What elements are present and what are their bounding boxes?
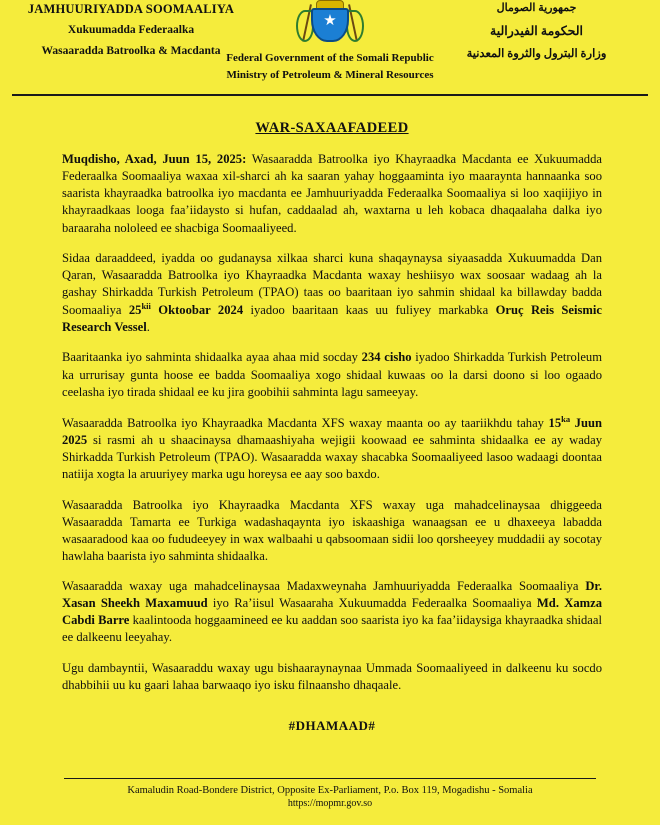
- footer-url[interactable]: https://mopmr.gov.so: [287, 798, 373, 809]
- footer: [0, 778, 660, 809]
- paragraph-3-text-a: Baaritaanka iyo sahminta shidaalka ayaa ahaa mid socday: [62, 350, 362, 365]
- paragraph-2-date: $25^{kii}$ Oktoobar 2024: [128, 301, 244, 318]
- country-name-ar: جمهورية الصومال: [496, 2, 577, 14]
- paragraph-3-duration: 234 cisho: [361, 350, 412, 365]
- ministry-name-so: Wasaaradda Batroolka & Macdanta: [41, 45, 221, 57]
- letterhead: [0, 0, 660, 96]
- paragraph-4-date: $15^{ka}$ Juun 2025: [62, 413, 602, 448]
- paragraph-1: [62, 151, 602, 237]
- letterhead-english: [180, 52, 480, 81]
- paragraph-2-text-b: iyadoo baaritaan kaas uu fuliyey markabka: [243, 303, 496, 318]
- country-name-so: JAMHUURIYADDA SOOMAALIYA: [27, 2, 235, 16]
- star-icon: ★: [323, 13, 337, 29]
- paragraph-5-text: Wasaaradda Batroolka iyo Khayraadka Macdanta XFS waxay uga mahadcelinaysaa dhiggeeda Wasaaradda Tamarta ee Turkiga wadashaqaynta iyo iskaashiga wanaagsan ee u dhaxeeya labadda wasaaradood kaa oo fududeeyey in wax walbaahi u qabsoomaan sidii loo qorsheeyey muddadii ay socotay hawlaha baarista iyo sahminta shidaalka.: [62, 497, 602, 563]
- paragraph-2-text-a: Sidaa daraaddeed, iyadda oo gudanaysa xilkaa sharci kuna shaqaynaysa siyaasadda Xukuumadda Dan Qaran, Wasaaradda Batroolka iyo Khayraadka Macdanta waxay heshiisyo wax soosaar wadaag ah la gashay Shirkadda Turkish Petroleum (TPAO) taas oo baaritaan iyo sahmin shidaal ka billawday badda Soomaaliya: [62, 250, 602, 318]
- paragraph-4-text-b: si rasmi ah u shaacinaysa dhamaashiyaha wejigii koowaad ee sahminta shidaalka ee ay waday Shirkadda Turkish Petroleum (TPAO). Wasaaradda waxay shacabka Soomaaliyeed lasoo wadaagi doontaa natiija xogta la aruuriyey marka ugu horeysa ee aay soo baxdo.: [62, 433, 602, 482]
- paragraph-3-text-b: iyadoo Shirkadda Turkish Petroleum ka urrurisay gunta hoose ee badda Soomaaliya xogo shidaal kuwaas oo la darsi doono si loo ogaado ceelasha iyo tirada shidaal ee ku jira goobihii sahminta lagu sameeyay.: [62, 350, 602, 399]
- paragraph-7-text: Ugu dambayntii, Wasaaraddu waxay ugu bishaaraynaynaa Ummada Soomaaliyeed in dalkeenu ku socdo dhabbihii uu ku gaari lahaa barwaaqo iyo isku filnaansho dhaqaale.: [62, 660, 602, 692]
- paragraph-3: [62, 349, 602, 400]
- paragraph-2-text-c: .: [146, 320, 150, 335]
- paragraph-7: [62, 660, 602, 694]
- paragraph-2: [62, 250, 602, 337]
- dateline: Muqdisho, Axad, Juun 15, 2025:: [62, 152, 247, 166]
- paragraph-6-text-a: Wasaaradda waxay uga mahadcelinaysaa Madaxweynaha Jamhuuriyadda Federaalka Soomaaliya: [62, 579, 586, 593]
- president-name: Dr. Xasan Sheekh Maxamuud: [62, 579, 602, 611]
- paragraph-2-vessel: Oruç Reis Seismic Research Vessel: [62, 303, 602, 335]
- government-name-ar: الحكومة الفيدرالية: [490, 23, 583, 38]
- paragraph-6-text-c: kaalintooda hoggaamineed ee ku aaddan soo saarista iyo ka faa’iidaysiga khayraadka shidaal ee dalkeenu leeyahay.: [62, 613, 602, 645]
- paragraph-4: [62, 414, 602, 484]
- document-body: [0, 100, 660, 763]
- ministry-name-ar: وزارة البترول والثروة المعدنية: [466, 47, 607, 60]
- paragraph-1-text: Wasaaradda Batroolka iyo Khayraadka Macdanta ee Xukuumadda Federaalka Soomaaliya waxaa xil-sharci ah ka saaran yahay hoggaaminta iyo maaraynta hannaanka soo saarista khayraadka batroolka iyo macdanta ee Jamhuuriyadda Federaalka Soomaaliya si loo xaqiijiyo in khayraadkaas looga faa’iidaysto si hufan, caddaalad ah, waxtarna u leh kobaca dhaqaalaha dalka iyo baraaraha nololeed ee shacbiga Soomaaliyeed.: [62, 152, 602, 235]
- somalia-coat-of-arms-icon: [292, 0, 368, 48]
- page-title: WAR-SAXAAFADEED: [255, 120, 409, 136]
- end-mark: #DHAMAAD#: [288, 717, 376, 733]
- paragraph-6: [62, 578, 602, 647]
- ministry-name-en: Ministry of Petroleum & Mineral Resources: [226, 69, 434, 81]
- header-divider: [12, 94, 648, 96]
- government-name-so: Xukuumadda Federaalka: [67, 23, 195, 36]
- paragraph-6-text-b: iyo Ra’iisul Wasaaraha Xukuumadda Federaalka Soomaaliya: [207, 596, 537, 611]
- footer-divider: [64, 778, 596, 779]
- footer-address: Kamaludin Road-Bondere District, Opposite Ex-Parliament, P.o. Box 119, Mogadishu - Somalia: [127, 785, 533, 796]
- paragraph-4-text-a: Wasaaradda Batroolka iyo Khayraadka Macdanta XFS waxay maanta oo ay taariikhdu tahay: [62, 416, 549, 430]
- prime-minister-name: Md. Xamza Cabdi Barre: [62, 596, 602, 628]
- paragraph-5: [62, 497, 602, 566]
- government-name-en: Federal Government of the Somali Republic: [226, 52, 434, 64]
